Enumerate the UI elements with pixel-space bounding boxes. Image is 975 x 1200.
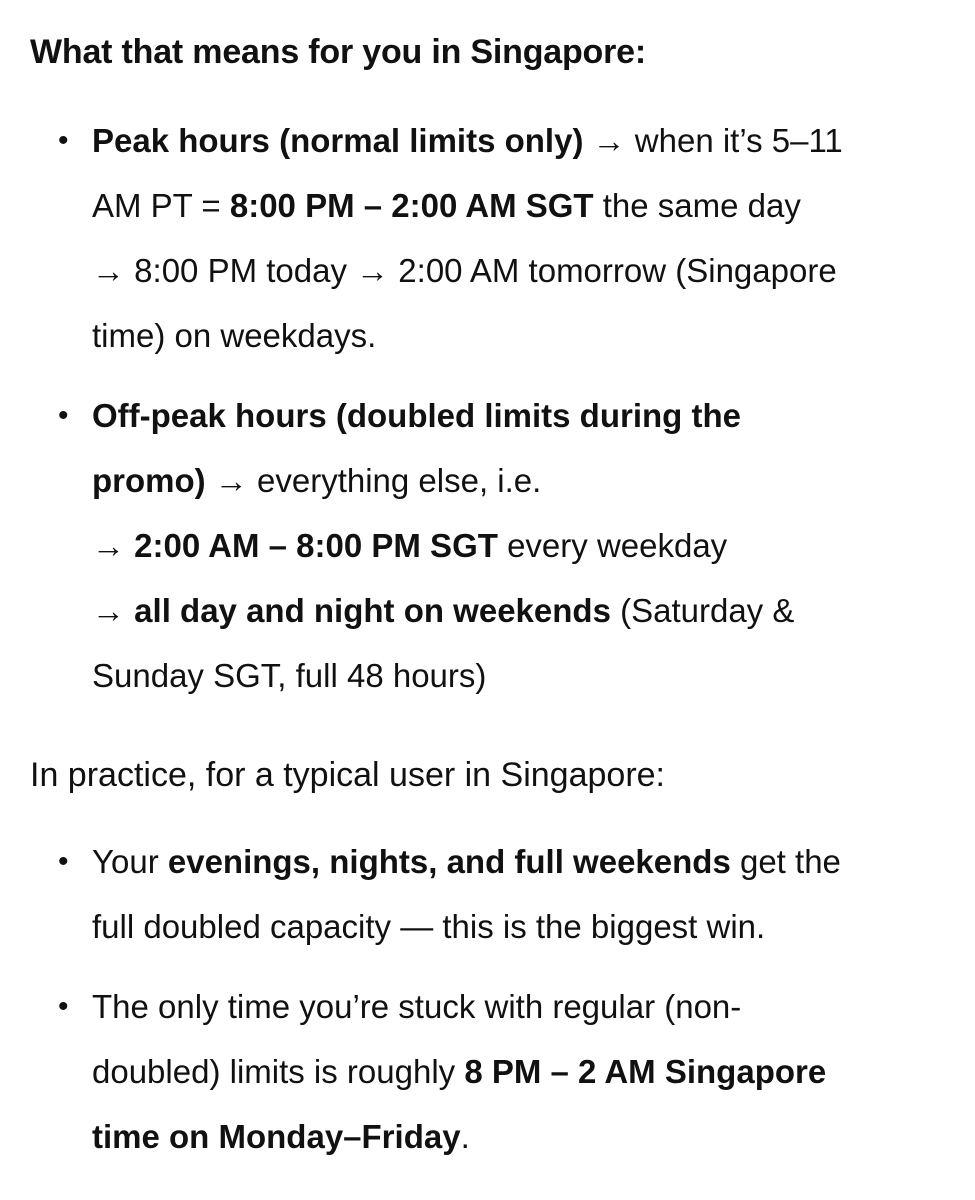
- text-line: [92, 1039, 955, 1104]
- text-line: [92, 303, 955, 368]
- text-run: Sunday SGT, full 48 hours): [92, 657, 487, 694]
- text-run: → everything else, i.e.: [205, 462, 542, 499]
- text-line: [92, 383, 955, 448]
- bold-text: all day and night on weekends: [134, 592, 611, 629]
- bullet-icon: •: [58, 845, 69, 878]
- text-run: → 8:00 PM today → 2:00 AM tomorrow (Singapore: [92, 252, 837, 289]
- practice-list: [0, 829, 975, 1169]
- text-run: → when it’s 5–11: [583, 122, 843, 159]
- bold-text: 8 PM – 2 AM Singapore: [464, 1053, 827, 1090]
- practice-paragraph: In practice, for a typical user in Singapore:: [30, 756, 665, 794]
- text-line: [92, 894, 955, 959]
- list-item-regular-limits: [0, 974, 975, 1169]
- text-run: The only time you’re stuck with regular (non-: [92, 988, 742, 1025]
- text-line: [92, 173, 955, 238]
- section-heading: What that means for you in Singapore:: [30, 33, 646, 71]
- text-run: full doubled capacity — this is the biggest win.: [92, 908, 766, 945]
- list-item-off-peak-hours: [0, 383, 975, 708]
- text-line: [92, 578, 955, 643]
- peak-hours-list: [0, 108, 975, 708]
- bold-text: evenings, nights, and full weekends: [167, 843, 731, 880]
- text-run: Your: [92, 843, 168, 880]
- text-line: [92, 108, 955, 173]
- bold-text: 8:00 PM – 2:00 AM SGT: [229, 187, 594, 224]
- text-line: [92, 238, 955, 303]
- text-run: the same day: [593, 187, 801, 224]
- bullet-icon: •: [58, 124, 69, 157]
- text-line: [92, 643, 955, 708]
- bold-text: Off-peak hours (doubled limits during the: [92, 397, 741, 434]
- bullet-icon: •: [58, 990, 69, 1023]
- bold-text: time on Monday–Friday: [92, 1118, 461, 1155]
- text-line: [92, 448, 955, 513]
- text-line: [92, 829, 955, 894]
- text-run: →: [92, 592, 135, 629]
- text-run: time) on weekdays.: [92, 317, 377, 354]
- text-run: doubled) limits is roughly: [92, 1053, 465, 1090]
- bold-text: Peak hours (normal limits only): [92, 122, 584, 159]
- text-run: .: [460, 1118, 470, 1155]
- bullet-icon: •: [58, 399, 69, 432]
- text-run: every weekday: [497, 527, 728, 564]
- bold-text: promo): [92, 462, 206, 499]
- text-run: AM PT =: [92, 187, 230, 224]
- text-line: [92, 513, 955, 578]
- text-line: [92, 974, 955, 1039]
- bold-text: 2:00 AM – 8:00 PM SGT: [134, 527, 498, 564]
- text-line: [92, 1104, 955, 1169]
- text-run: get the: [730, 843, 841, 880]
- text-run: (Saturday &: [610, 592, 795, 629]
- text-run: →: [92, 527, 135, 564]
- list-item-evenings: [0, 829, 975, 959]
- list-item-peak-hours: [0, 108, 975, 368]
